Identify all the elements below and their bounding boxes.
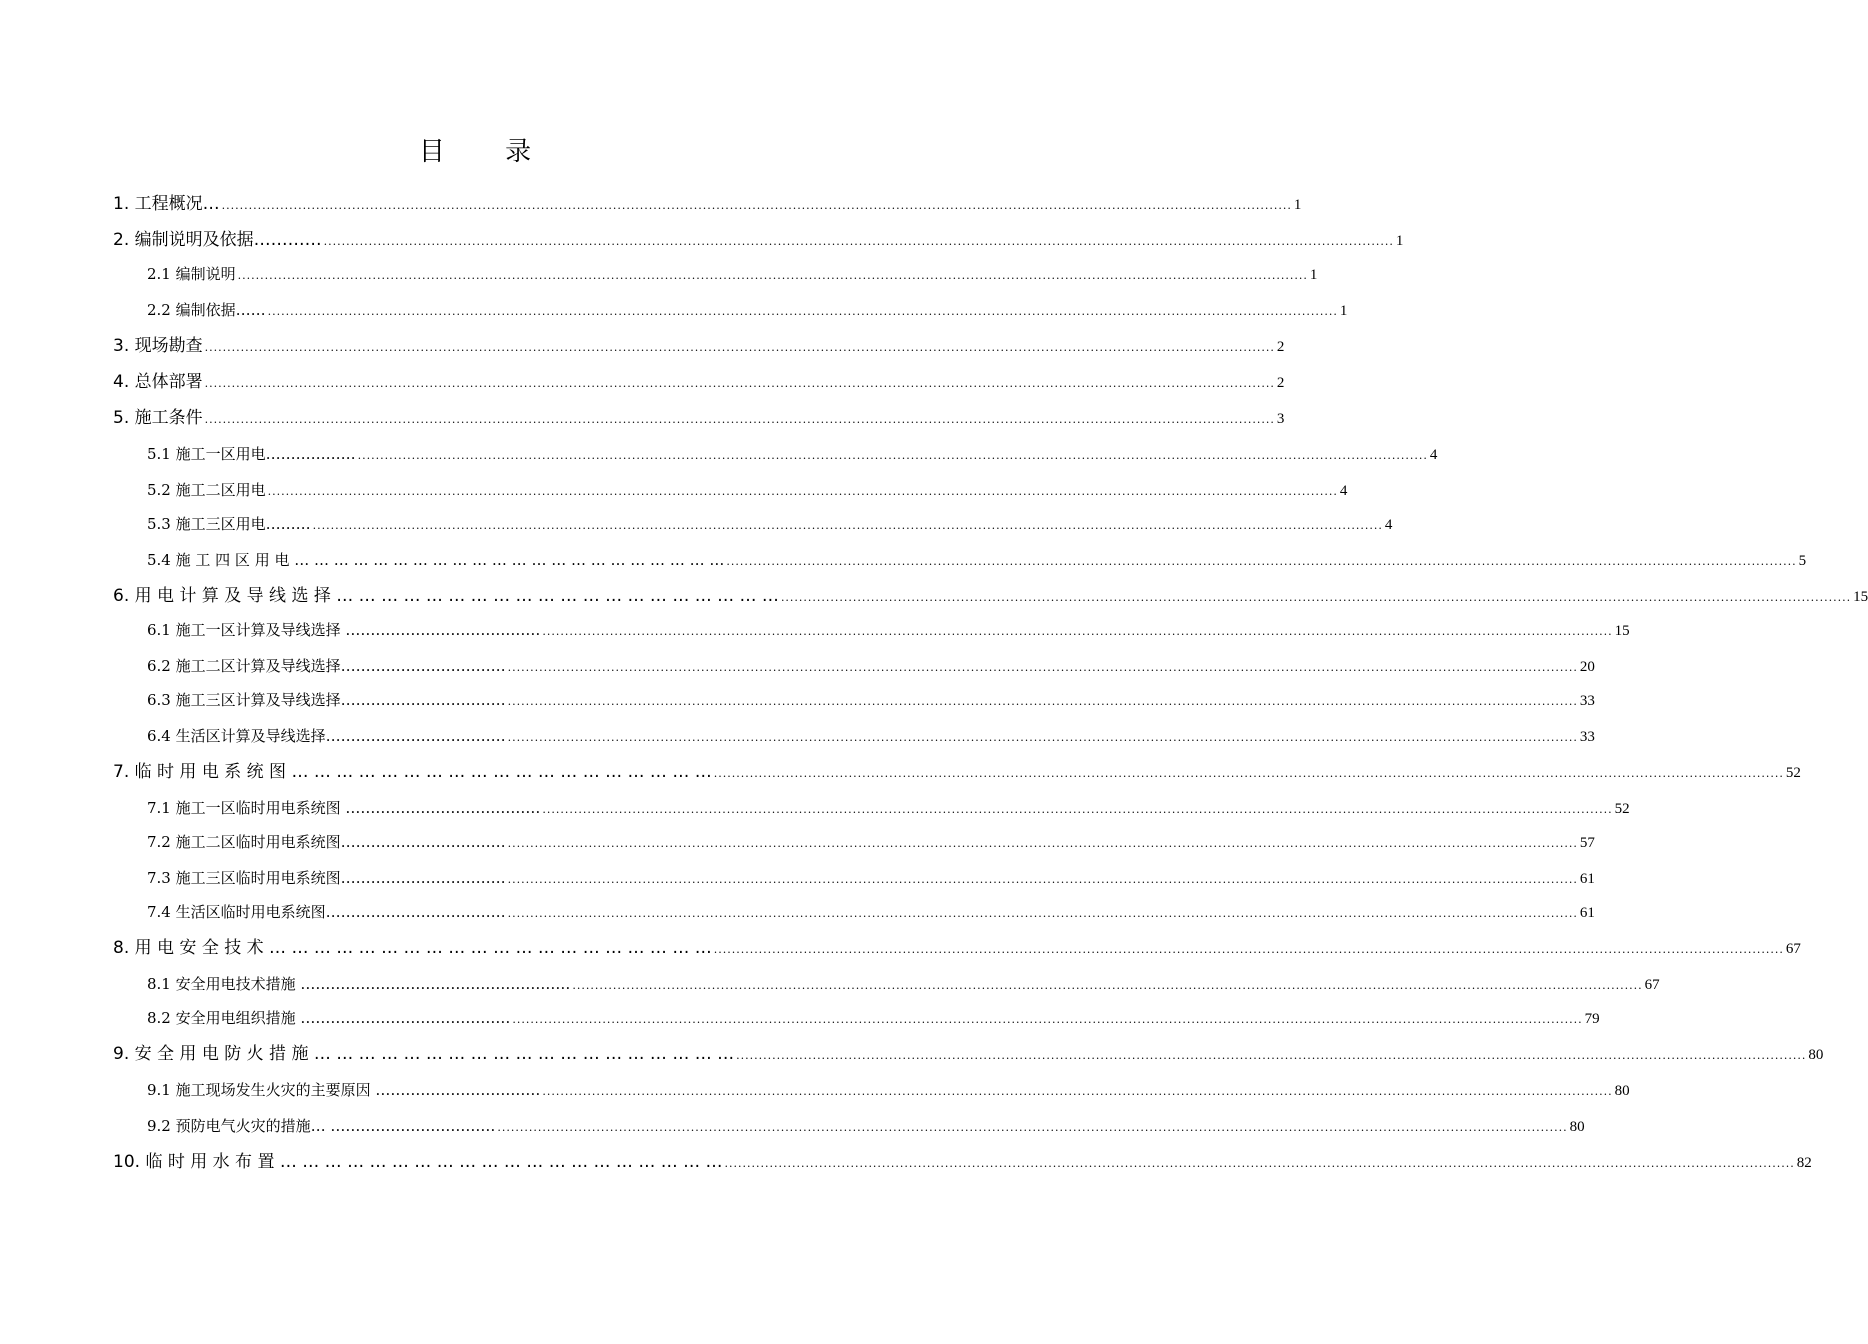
toc-entry-label: 4. 总体部署 [113, 372, 203, 392]
toc-page-number: 3 [1276, 411, 1285, 427]
toc-dot-leader: .............................................................................................................................................................................................................................................. [713, 767, 1784, 780]
toc-entry[interactable] [147, 1072, 1630, 1102]
toc-entry[interactable] [147, 612, 1630, 642]
toc-entry-label: 6.3 施工三区计算及导线选择…………………………… [147, 691, 506, 709]
toc-entry[interactable] [113, 754, 1801, 784]
toc-entry[interactable] [147, 860, 1595, 890]
toc-page-number: 4 [1339, 483, 1348, 499]
toc-dot-leader: .............................................................................................................................................................................................................................................. [512, 1013, 1583, 1026]
toc-entry[interactable] [113, 328, 1285, 358]
toc-page-number: 1 [1309, 267, 1318, 283]
toc-dot-leader: .............................................................................................................................................................................................................................................. [507, 731, 1578, 744]
toc-entry-label: 8. 用 电 安 全 技 术 … … … … … … … … … … … … … … … … … … … … [113, 938, 712, 958]
toc-dot-leader: .............................................................................................................................................................................................................................................. [267, 305, 1338, 318]
toc-dot-leader: .............................................................................................................................................................................................................................................. [267, 485, 1338, 498]
toc-dot-leader: .............................................................................................................................................................................................................................................. [726, 555, 1797, 568]
toc-entry[interactable] [147, 506, 1393, 536]
toc-dot-leader: .............................................................................................................................................................................................................................................. [542, 625, 1613, 638]
toc-page-number: 1 [1395, 233, 1404, 249]
toc-entry-label: 8.2 安全用电组织措施 …………………………………… [147, 1009, 511, 1027]
toc-page-number: 57 [1579, 835, 1595, 851]
toc-dot-leader: .............................................................................................................................................................................................................................................. [204, 341, 1275, 354]
toc-page-number: 67 [1785, 941, 1801, 957]
toc-entry-label: 9.1 施工现场发生火灾的主要原因 …………………………… [147, 1081, 541, 1099]
toc-entry[interactable] [113, 364, 1285, 394]
toc-entry-label: 7.2 施工二区临时用电系统图…………………………… [147, 833, 506, 851]
toc-entry-label: 7.3 施工三区临时用电系统图…………………………… [147, 869, 506, 887]
toc-page-number: 4 [1384, 517, 1393, 533]
toc-page-number: 33 [1579, 693, 1595, 709]
toc-entry[interactable] [147, 682, 1595, 712]
toc-entry[interactable] [113, 186, 1302, 216]
toc-dot-leader: .............................................................................................................................................................................................................................................. [507, 837, 1578, 850]
toc-page-number: 1 [1293, 197, 1302, 213]
toc-entry-label: 5.4 施 工 四 区 用 电 … … … … … … … … … … … … … … … … … … … … … … [147, 551, 725, 569]
toc-entry[interactable] [113, 930, 1801, 960]
toc-dot-leader: .............................................................................................................................................................................................................................................. [507, 661, 1578, 674]
toc-entry-label: 2. 编制说明及依据………… [113, 230, 322, 250]
toc-entry[interactable] [147, 648, 1595, 678]
toc-entry[interactable] [147, 790, 1630, 820]
toc-dot-leader: .............................................................................................................................................................................................................................................. [507, 695, 1578, 708]
toc-page-number: 61 [1579, 871, 1595, 887]
toc-page-number: 4 [1429, 447, 1438, 463]
toc-entry-label: 3. 现场勘查 [113, 336, 203, 356]
toc-entry-label: 7.1 施工一区临时用电系统图 ………………………………… [147, 799, 541, 817]
toc-dot-leader: .............................................................................................................................................................................................................................................. [221, 199, 1292, 212]
toc-dot-leader: .............................................................................................................................................................................................................................................. [204, 413, 1275, 426]
toc-page-number: 67 [1644, 977, 1660, 993]
toc-dot-leader: .............................................................................................................................................................................................................................................. [724, 1157, 1795, 1170]
toc-title: 目 录 [418, 137, 558, 167]
toc-dot-leader: .............................................................................................................................................................................................................................................. [542, 1085, 1613, 1098]
toc-dot-leader: .............................................................................................................................................................................................................................................. [736, 1049, 1807, 1062]
toc-dot-leader: .............................................................................................................................................................................................................................................. [713, 943, 1784, 956]
toc-entry-label: 6.1 施工一区计算及导线选择 ………………………………… [147, 621, 541, 639]
toc-dot-leader: .............................................................................................................................................................................................................................................. [237, 269, 1308, 282]
toc-entry[interactable] [113, 400, 1285, 430]
toc-entry-label: 6.4 生活区计算及导线选择……………………………… [147, 727, 506, 745]
toc-dot-leader: .............................................................................................................................................................................................................................................. [357, 449, 1428, 462]
toc-entry-label: 2.2 编制依据…… [147, 301, 266, 319]
toc-dot-leader: .............................................................................................................................................................................................................................................. [780, 591, 1852, 604]
toc-entry-label: 5.2 施工二区用电 [147, 481, 266, 499]
toc-page-number: 79 [1584, 1011, 1600, 1027]
toc-page-number: 80 [1569, 1119, 1585, 1135]
toc-entry[interactable] [147, 472, 1348, 502]
toc-entry[interactable] [147, 1108, 1585, 1138]
toc-entry-label: 5.3 施工三区用电……… [147, 515, 311, 533]
toc-page-number: 80 [1808, 1047, 1824, 1063]
toc-entry[interactable] [147, 542, 1807, 572]
toc-page-number: 61 [1579, 905, 1595, 921]
toc-page-number: 2 [1276, 375, 1285, 391]
toc-page-number: 52 [1614, 801, 1630, 817]
toc-entry-label: 10. 临 时 用 水 布 置 … … … … … … … … … … … … … … … … … … … … [113, 1152, 723, 1172]
toc-entry-label: 5.1 施工一区用电……………… [147, 445, 356, 463]
toc-entry-label: 2.1 编制说明 [147, 265, 236, 283]
toc-entry-label: 5. 施工条件 [113, 408, 203, 428]
toc-entry[interactable] [147, 894, 1595, 924]
toc-page-number: 5 [1798, 553, 1807, 569]
toc-page-number: 15 [1614, 623, 1630, 639]
toc-entry[interactable] [147, 824, 1595, 854]
toc-entry-label: 9.2 预防电气火灾的措施… …………………………… [147, 1117, 496, 1135]
toc-page-number: 33 [1579, 729, 1595, 745]
toc-dot-leader: .............................................................................................................................................................................................................................................. [204, 377, 1275, 390]
toc-dot-leader: .............................................................................................................................................................................................................................................. [542, 803, 1613, 816]
toc-entry-label: 1. 工程概况… [113, 194, 220, 214]
toc-page-number: 20 [1579, 659, 1595, 675]
toc-dot-leader: .............................................................................................................................................................................................................................................. [323, 235, 1394, 248]
toc-dot-leader: .............................................................................................................................................................................................................................................. [312, 519, 1383, 532]
toc-entry[interactable] [147, 292, 1348, 322]
toc-page-number: 1 [1339, 303, 1348, 319]
toc-entry[interactable] [113, 1144, 1812, 1174]
toc-page-number: 82 [1796, 1155, 1812, 1171]
toc-entry-label: 7.4 生活区临时用电系统图……………………………… [147, 903, 506, 921]
toc-dot-leader: .............................................................................................................................................................................................................................................. [507, 873, 1578, 886]
toc-page-number: 52 [1785, 765, 1801, 781]
toc-entry[interactable] [147, 256, 1318, 286]
toc-page-number: 2 [1276, 339, 1285, 355]
toc-entry[interactable] [147, 718, 1595, 748]
toc-entry[interactable] [147, 966, 1660, 996]
toc-entry-label: 6. 用 电 计 算 及 导 线 选 择 … … … … … … … … … … … … … … … … … … … … [113, 586, 779, 606]
toc-dot-leader: .............................................................................................................................................................................................................................................. [507, 907, 1578, 920]
toc-entry[interactable] [113, 1036, 1824, 1066]
toc-entry[interactable] [147, 1000, 1600, 1030]
toc-entry-label: 6.2 施工二区计算及导线选择…………………………… [147, 657, 506, 675]
toc-entry[interactable] [147, 436, 1438, 466]
toc-entry[interactable] [113, 578, 1868, 608]
toc-entry-label: 8.1 安全用电技术措施 ……………………………………………… [147, 975, 571, 993]
toc-dot-leader: .............................................................................................................................................................................................................................................. [497, 1121, 1568, 1134]
toc-entry-label: 9. 安 全 用 电 防 火 措 施 … … … … … … … … … … … … … … … … … … … [113, 1044, 735, 1064]
toc-entry-label: 7. 临 时 用 电 系 统 图 … … … … … … … … … … … … … … … … … … … [113, 762, 712, 782]
toc-entry[interactable] [113, 222, 1404, 252]
toc-dot-leader: .............................................................................................................................................................................................................................................. [572, 979, 1643, 992]
toc-page-number: 15 [1853, 589, 1868, 605]
toc-page-number: 80 [1614, 1083, 1630, 1099]
